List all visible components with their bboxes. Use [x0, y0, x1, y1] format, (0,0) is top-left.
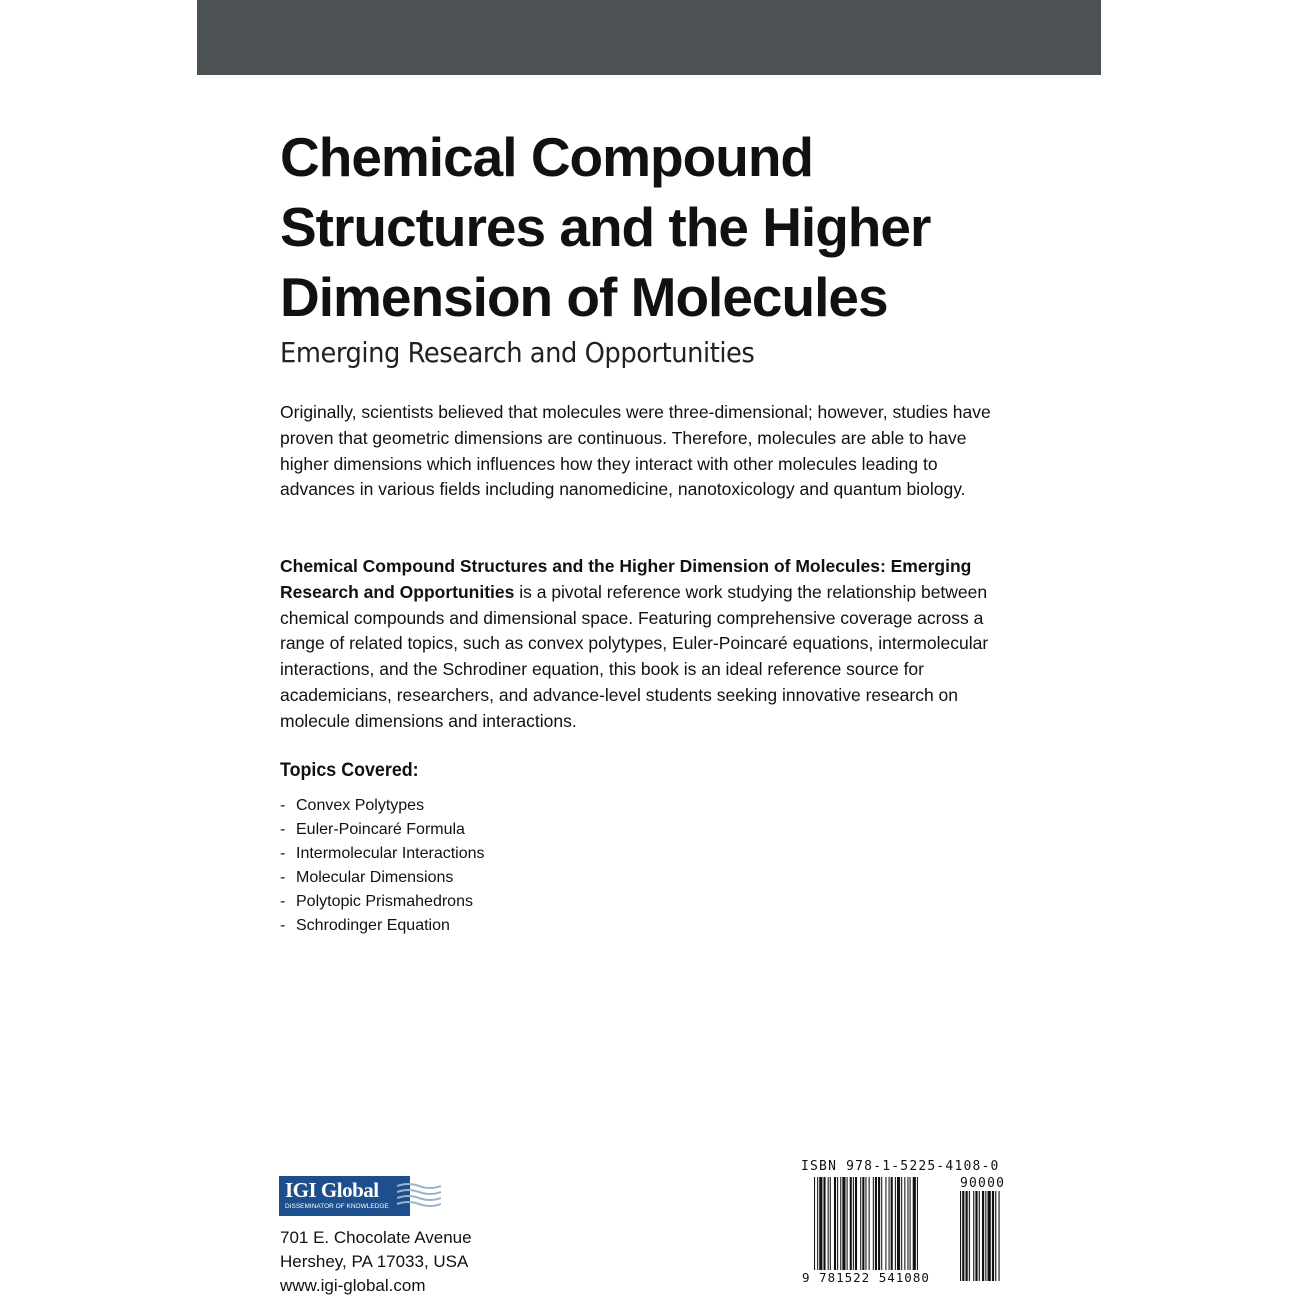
addon-barcode-bar — [969, 1191, 970, 1281]
topic-label: Euler-Poincaré Formula — [296, 821, 465, 838]
bullet-dash: - — [280, 893, 286, 910]
logo-waves-icon — [397, 1182, 441, 1210]
list-item — [280, 794, 485, 818]
barcode-bar — [889, 1177, 890, 1273]
barcode-bar — [901, 1177, 902, 1273]
addon-barcode-bar — [988, 1191, 991, 1281]
logo-tagline: DISSEMINATOR OF KNOWLEDGE — [285, 1203, 389, 1210]
logo-name: IGI Global — [285, 1178, 379, 1202]
barcode-bar — [840, 1177, 841, 1273]
igi-global-logo — [279, 1176, 441, 1216]
logo-box — [279, 1176, 410, 1216]
description-text: is a pivotal reference work studying the relationship between chemical compounds and dimensional space. Featuring comprehensive coverage across a range of related topics, such as convex polytypes, Euler-Poincaré equations, intermolecular interactions, and the Schrodiner equation, this book is an ideal reference source for academicians, researchers, and advance-level students seeking innovative research on molecule dimensions and interactions. — [280, 581, 989, 731]
barcode-bar — [895, 1177, 896, 1273]
barcode-bar — [913, 1177, 916, 1281]
barcode-digits: 9 781522 541080 — [802, 1270, 930, 1285]
topics-heading: Topics Covered: — [280, 760, 419, 781]
barcode-bar — [828, 1177, 829, 1273]
publisher-address — [280, 1226, 472, 1298]
addon-barcode-bar — [992, 1191, 994, 1281]
addon-barcode-bar — [982, 1191, 984, 1281]
barcode-bar — [855, 1177, 857, 1273]
address-street: 701 E. Chocolate Avenue — [280, 1228, 472, 1247]
barcode-bar — [853, 1177, 854, 1273]
description-bold-title: Chemical Compound Structures and the Higher Dimension of Molecules: Emerging Research and Opportunities — [280, 556, 972, 602]
barcode-bar — [873, 1177, 874, 1273]
barcode-bar — [847, 1177, 848, 1273]
barcode-bar — [814, 1177, 815, 1281]
barcode-bar — [885, 1177, 886, 1273]
addon-barcode-bar — [979, 1191, 980, 1281]
barcode-bar — [834, 1177, 836, 1273]
description-paragraph — [280, 554, 1010, 735]
topic-label: Schrodinger Equation — [296, 917, 450, 934]
addon-barcode-bar — [985, 1191, 986, 1281]
barcode-bar — [897, 1177, 900, 1273]
barcode-bar — [878, 1177, 880, 1273]
bullet-dash: - — [280, 869, 286, 886]
addon-barcode-bar — [995, 1191, 996, 1281]
addon-barcode-bar — [973, 1191, 974, 1281]
list-item — [280, 914, 485, 938]
barcode-bar — [869, 1177, 870, 1273]
barcode-bar — [842, 1177, 845, 1273]
topic-label: Polytopic Prismahedrons — [296, 893, 473, 910]
list-item — [280, 818, 485, 842]
bullet-dash: - — [280, 845, 286, 862]
top-color-band — [197, 0, 1101, 75]
address-website: www.igi-global.com — [280, 1276, 426, 1295]
book-subtitle: Emerging Research and Opportunities — [280, 336, 755, 369]
addon-barcode-bar — [999, 1191, 1000, 1281]
list-item — [280, 842, 485, 866]
list-item — [280, 890, 485, 914]
intro-paragraph: Originally, scientists believed that molecules were three-dimensional; however, studies have proven that geometric dimensions are continuous. Therefore, molecules are able to have higher dimensions which influences how they interact with other molecules leading to advances in various fields including nanomedicine, nanotoxicology and quantum biology. — [280, 402, 991, 500]
barcode-bar — [819, 1177, 822, 1273]
address-city: Hershey, PA 17033, USA — [280, 1252, 469, 1271]
barcode-bar — [917, 1177, 918, 1281]
topic-label: Molecular Dimensions — [296, 869, 454, 886]
topic-label: Convex Polytypes — [296, 797, 425, 814]
barcode-bar — [823, 1177, 825, 1273]
barcode-bar — [907, 1177, 908, 1273]
barcode-bar — [881, 1177, 882, 1273]
bullet-dash: - — [280, 917, 286, 934]
book-title — [280, 122, 1060, 332]
barcode-bar — [865, 1177, 866, 1273]
topics-list — [280, 794, 485, 938]
barcode-bar — [862, 1177, 864, 1273]
bullet-dash: - — [280, 821, 286, 838]
bullet-dash: - — [280, 797, 286, 814]
addon-barcode-bar — [975, 1191, 977, 1281]
barcode-bar — [891, 1177, 893, 1273]
barcode-bar — [904, 1177, 905, 1273]
topic-label: Intermolecular Interactions — [296, 845, 485, 862]
title-line-2: Structures and the Higher — [280, 196, 931, 258]
barcode-bar — [837, 1177, 838, 1273]
title-line-3: Dimension of Molecules — [280, 266, 888, 328]
barcode-bar — [817, 1177, 818, 1281]
barcode-bar — [875, 1177, 877, 1273]
addon-barcode-bar — [962, 1191, 964, 1281]
barcode-bar — [830, 1177, 831, 1273]
addon-barcode-bar — [966, 1191, 968, 1281]
barcode-bar — [850, 1177, 852, 1273]
addon-barcode-bar — [960, 1191, 961, 1281]
barcode-bar — [910, 1177, 911, 1273]
price-code: 90000 — [960, 1176, 1006, 1191]
list-item — [280, 866, 485, 890]
title-line-1: Chemical Compound — [280, 126, 814, 188]
barcode-bar — [860, 1177, 861, 1273]
isbn-label: ISBN 978-1-5225-4108-0 — [801, 1159, 1000, 1174]
